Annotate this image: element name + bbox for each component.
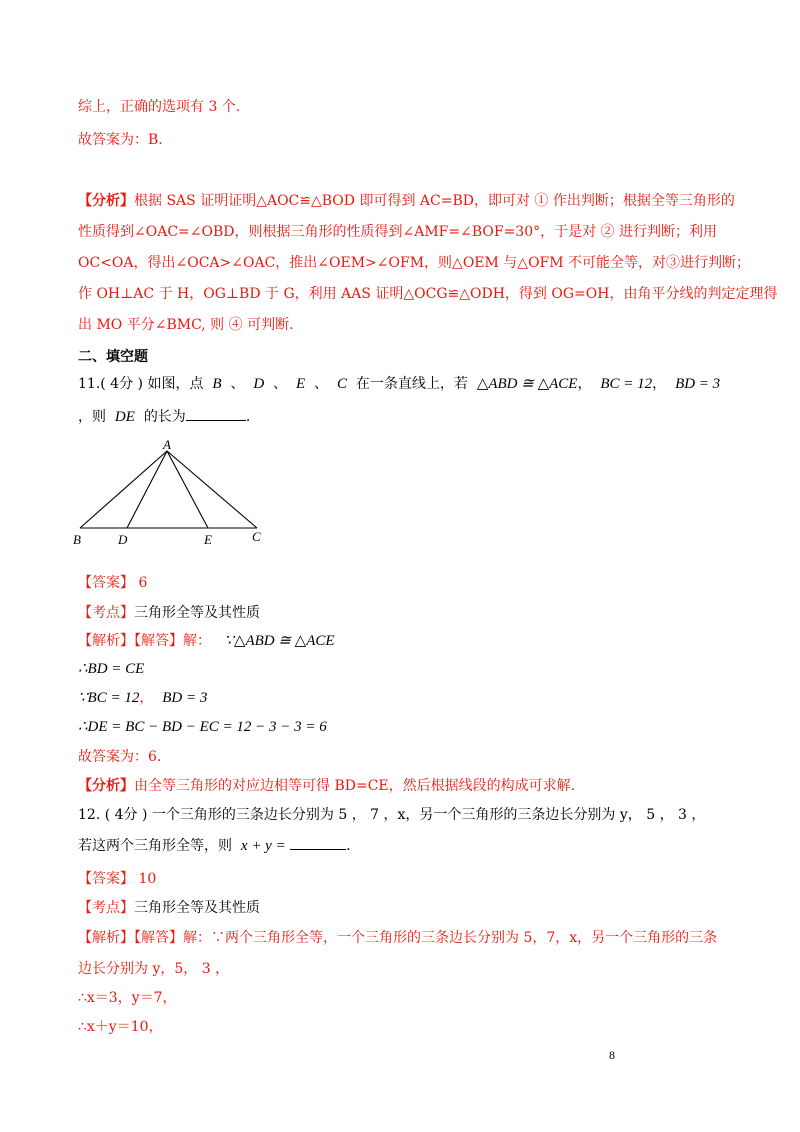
kaodian-tag: 【考点】 — [78, 605, 134, 621]
segment-ae — [167, 451, 208, 528]
answer-blank — [186, 408, 246, 421]
label-a: A — [163, 437, 171, 452]
step-3 — [78, 689, 207, 707]
q11-fenxi — [78, 777, 575, 795]
segment-ab — [80, 451, 167, 528]
summary-line: 综上，正确的选项有 3 个. — [78, 99, 241, 115]
q12-jiexi-4: ∴x＋y＝10， — [78, 1019, 163, 1035]
point-e: E — [296, 376, 306, 392]
point-c: C — [336, 376, 347, 392]
analysis-line-5: 出 MO 平分∠BMC, 则 ④ 可判断. — [78, 317, 294, 333]
q11-score: ( 4分 ) 如图，点 — [100, 376, 204, 392]
point-d: D — [253, 376, 265, 392]
label-b: B — [73, 532, 81, 547]
fenxi-text: 由全等三角形的对应边相等可得 BD=CE，然后根据线段的构成可求解. — [134, 778, 576, 794]
sep: 、 — [273, 376, 288, 392]
q11-line-2 — [78, 408, 250, 426]
answer-tag: 【答案】 — [78, 871, 134, 887]
q11-text: ，则 — [78, 409, 106, 425]
period: . — [245, 409, 251, 425]
sep: 、 — [314, 376, 329, 392]
fenxi-tag: 【分析】 — [78, 778, 134, 794]
q11-number: 11. — [78, 376, 101, 392]
q11-jiexi — [78, 632, 335, 650]
label-c: C — [252, 529, 261, 544]
step-1: ∵△ABD ≅ △ACE — [224, 633, 335, 649]
comma: ， — [139, 690, 154, 706]
analysis-line-4: 作 OH⊥AC 于 H，OG⊥BD 于 G，利用 AAS 证明△OCG≌△ODH，得到 OG=OH，由角平分线的判定定理得 — [78, 286, 778, 302]
step-4: ∴DE = BC − BD − EC = 12 − 3 − 3 = 6 — [78, 719, 327, 735]
jiexi-text-1: 解：∵两个三角形全等，一个三角形的三条边长分别为 5，7，x，另一个三角形的三条 — [183, 930, 718, 946]
q12-jiexi-1 — [78, 929, 717, 947]
analysis-line-3: OC<OA，得出∠OCA>∠OAC，推出∠OEM>∠OFM，则△OEM 与△OFM 不可能全等，对③进行判断； — [78, 255, 751, 271]
bd-value: BD = 3 — [675, 376, 721, 392]
kaodian-tag: 【考点】 — [78, 900, 134, 916]
sum-expr: x + y = — [240, 838, 286, 854]
comma: ， — [652, 376, 667, 392]
analysis-line-1 — [78, 192, 735, 210]
bc-value: BC = 12 — [600, 376, 653, 392]
section-title: 二、填空题 — [78, 349, 148, 365]
label-d: D — [118, 532, 128, 547]
answer-value: 10 — [138, 871, 157, 887]
kaodian-text: 三角形全等及其性质 — [134, 900, 260, 916]
period: . — [346, 838, 351, 854]
congruence-expr: △ABD ≅ △ACE — [476, 376, 578, 392]
q12-text: 若这两个三角形全等，则 — [78, 838, 232, 854]
answer-tag: 【答案】 — [78, 575, 134, 591]
step-2: ∴BD = CE — [78, 661, 145, 677]
q11-kaodian — [78, 604, 260, 622]
step-3c: BD = 3 — [162, 690, 208, 706]
sep: 、 — [230, 376, 245, 392]
comma: ， — [577, 376, 592, 392]
answer-line: 故答案为：B. — [78, 132, 163, 148]
triangle-figure — [70, 436, 270, 551]
step-3a: ∵BC = 12 — [78, 690, 140, 706]
q12-jiexi-3: ∴x＝3，y＝7， — [78, 990, 177, 1006]
analysis-text-1: 根据 SAS 证明证明△AOC≌△BOD 即可得到 AC=BD，即可对 ① 作出判断；根据全等三角形的 — [134, 193, 735, 209]
q11-conclusion: 故答案为：6. — [78, 749, 162, 765]
page-number: 8 — [609, 1048, 615, 1062]
segment-ac — [167, 451, 257, 528]
q11-line-1 — [78, 375, 720, 393]
analysis-line-2: 性质得到∠OAC=∠OBD，则根据三角形的性质得到∠AMF=∠BOF=30°，于是对 ② 进行判断；利用 — [78, 224, 718, 240]
q12-kaodian — [78, 899, 260, 917]
segment-ad — [127, 451, 167, 528]
q11-answer — [78, 574, 147, 592]
point-b: B — [212, 376, 222, 392]
jiexi-tag: 【解析】【解答】解： — [78, 633, 211, 649]
answer-blank — [290, 837, 346, 850]
analysis-tag: 【分析】 — [78, 193, 134, 209]
segment-de: DE — [114, 409, 135, 425]
q12-line-1: 12. ( 4分 ) 一个三角形的三条边长分别为 5 ， 7 ，x，另一个三角形的三条边长分别为 y， 5 ， 3 ， — [78, 807, 706, 823]
q11-text: 在一条直线上，若 — [355, 376, 468, 392]
answer-value: 6 — [138, 575, 148, 591]
kaodian-text: 三角形全等及其性质 — [134, 605, 260, 621]
jiexi-tag: 【解析】【解答】 — [78, 930, 183, 946]
q12-line-2 — [78, 837, 351, 855]
q12-answer — [78, 870, 156, 888]
q12-jiexi-2: 边长分别为 y，5， 3 ， — [78, 961, 230, 977]
q11-text: 的长为 — [143, 409, 186, 425]
label-e: E — [204, 532, 212, 547]
